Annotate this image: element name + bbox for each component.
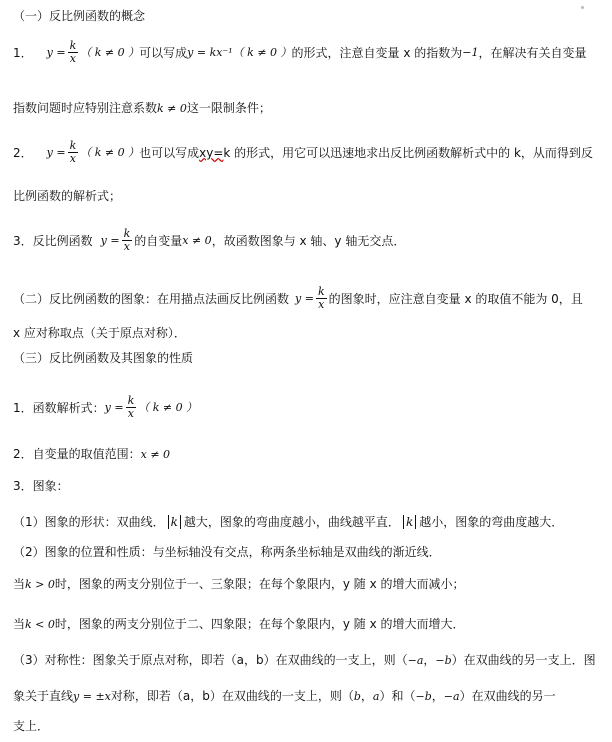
property-2-math: x ≠ 0 [140, 448, 171, 461]
item-1-formula-lhs: y = [46, 45, 66, 59]
item-1-line-2-math: k ≠ 0 [157, 102, 187, 115]
shape-line [13, 514, 563, 530]
item-3-formula-lhs: y = [100, 233, 120, 247]
item-2-condition: （ k ≠ 0 ） [80, 145, 140, 159]
fraction-numerator: k [69, 39, 77, 52]
shape-text-1: （1）图象的形状：双曲线． [13, 515, 165, 529]
shape-text-2: 越大，图象的弯曲度越小，曲线越平直． [183, 515, 400, 529]
section-2-line-2: x 应对称取点（关于原点对称）． [13, 326, 186, 340]
property-3-line: 3．图象： [13, 479, 69, 493]
item-3-math: x ≠ 0 [182, 233, 212, 247]
item-2-fraction [68, 140, 79, 165]
symmetry-line-2-text-f: ）在双曲线的另一 [459, 689, 556, 703]
item-3-text-2: 的自变量 [134, 233, 183, 248]
shape-text-3: 越小，图象的弯曲度越大． [419, 515, 564, 529]
k-negative-line [13, 616, 465, 633]
symmetry-line-2-math-neg-b: −b [415, 690, 432, 703]
item-1-number: 1． [13, 45, 33, 60]
k-positive-line [13, 576, 465, 593]
property-1-formula-lhs: y = [104, 400, 124, 414]
symmetry-line-2 [13, 688, 556, 705]
symmetry-math-1: −a [407, 654, 424, 667]
symmetry-line-2-math-b: b [353, 690, 361, 703]
symmetry-line-3: 支上． [13, 719, 50, 733]
fraction-denominator: x [69, 152, 77, 165]
symmetry-text-1: （3）对称性：图象关于原点对称，即若（a，b）在双曲线的一支上，则（ [13, 653, 408, 667]
item-2-formula-lhs: y = [46, 145, 66, 159]
item-1-line-2 [13, 100, 271, 117]
symmetry-math-2: −b [435, 654, 452, 667]
symmetry-line-2-math: y = ±x [73, 690, 111, 703]
fraction-numerator: k [317, 285, 325, 298]
section-2-text-1: （二）反比例函数的图象：在用描点法画反比例函数 [13, 291, 290, 306]
fraction-denominator: x [123, 240, 131, 253]
k-negative-text-2: 时，图象的两支分别位于二、四象限；在每个象限内，y 随 x 的增大而增大． [54, 617, 465, 631]
k-positive-text-1: 当 [13, 577, 26, 591]
section-2-fraction [316, 286, 327, 311]
property-1-text: 1．函数解析式： [13, 400, 105, 415]
item-1-line-2-text-a: 指数问题时应特别注意系数 [13, 101, 158, 115]
item-1-formula-2: y = kx⁻¹ [187, 45, 233, 59]
section-2-text-2: 的图象时，应注意自变量 x 的取值不能为 0，且 [328, 291, 583, 306]
fraction-numerator: k [69, 139, 77, 152]
symmetry-line-2-text-b: 对称，即若（a，b）在双曲线的一支上，则（ [110, 689, 354, 703]
section-3-title: （三）反比例函数及其图象的性质 [13, 351, 194, 365]
symmetry-text-3: ）在双曲线的另一支上．图 [451, 653, 596, 667]
fraction-denominator: x [127, 407, 135, 420]
section-1-title: （一）反比例函数的概念 [13, 9, 146, 23]
item-1-condition: （ k ≠ 0 ） [80, 45, 140, 59]
item-2-number: 2． [13, 145, 33, 160]
item-1-text-1: 可以写成 [139, 45, 188, 60]
item-3-fraction [122, 228, 133, 253]
corner-mark [581, 6, 584, 9]
section-2-line-1 [13, 286, 583, 311]
item-1-text-3: ，在解决有关自变量 [478, 45, 587, 60]
property-1-fraction [126, 395, 137, 420]
k-negative-math: k < 0 [25, 618, 55, 631]
abs-k-2: k [403, 515, 416, 529]
item-3-line [13, 228, 405, 253]
fraction-numerator: k [123, 227, 131, 240]
symmetry-line-2-math-neg-a: −a [443, 690, 460, 703]
item-3-text-1: 3．反比例函数 [13, 233, 93, 248]
property-1-line [13, 395, 197, 420]
k-negative-text-1: 当 [13, 617, 26, 631]
property-2-text: 2．自变量的取值范围： [13, 447, 141, 461]
item-2-line-1 [13, 140, 593, 165]
item-1-line-2-text-b: 这一限制条件； [186, 101, 271, 115]
symmetry-line-2-text-a: 象关于直线 [13, 689, 74, 703]
fraction-denominator: x [318, 298, 325, 311]
k-positive-math: k > 0 [25, 578, 55, 591]
section-2-formula-lhs: y = [295, 291, 314, 305]
symmetry-line-2-text-d: ）和（ [379, 689, 416, 703]
item-2-text-underlined: xy= [199, 145, 224, 160]
position-line: （2）图象的位置和性质：与坐标轴没有交点，称两条坐标轴是双曲线的渐近线． [13, 545, 441, 559]
property-2-line [13, 446, 170, 463]
fraction-numerator: k [127, 394, 135, 407]
property-1-condition: （ k ≠ 0 ） [138, 400, 198, 414]
symmetry-line-1 [13, 652, 596, 669]
item-2-text-2: k 的形式，用它可以迅速地求出反比例函数解析式中的 k，从而得到反 [223, 145, 593, 160]
symmetry-line-2-math-a: a [372, 690, 380, 703]
k-positive-text-2: 时，图象的两支分别位于一、三象限；在每个象限内，y 随 x 的增大而减小； [54, 577, 465, 591]
item-3-text-3: ，故函数图象与 x 轴、y 轴无交点． [211, 233, 406, 248]
symmetry-line-2-text-e: ， [431, 689, 444, 703]
symmetry-text-2: ， [423, 653, 436, 667]
abs-k-1: k [168, 515, 181, 529]
symmetry-line-2-text-c: ， [360, 689, 373, 703]
item-1-fraction [68, 40, 79, 65]
item-2-line-2: 比例函数的解析式； [13, 189, 122, 203]
item-1-line-1 [13, 40, 587, 65]
item-1-text-2: 的形式，注意自变量 x 的指数为 [291, 45, 463, 60]
item-1-condition-2: （ k ≠ 0 ） [232, 45, 292, 59]
fraction-denominator: x [69, 52, 77, 65]
item-1-exponent: −1 [462, 45, 479, 59]
item-2-text-1: 也可以写成 [139, 145, 200, 160]
